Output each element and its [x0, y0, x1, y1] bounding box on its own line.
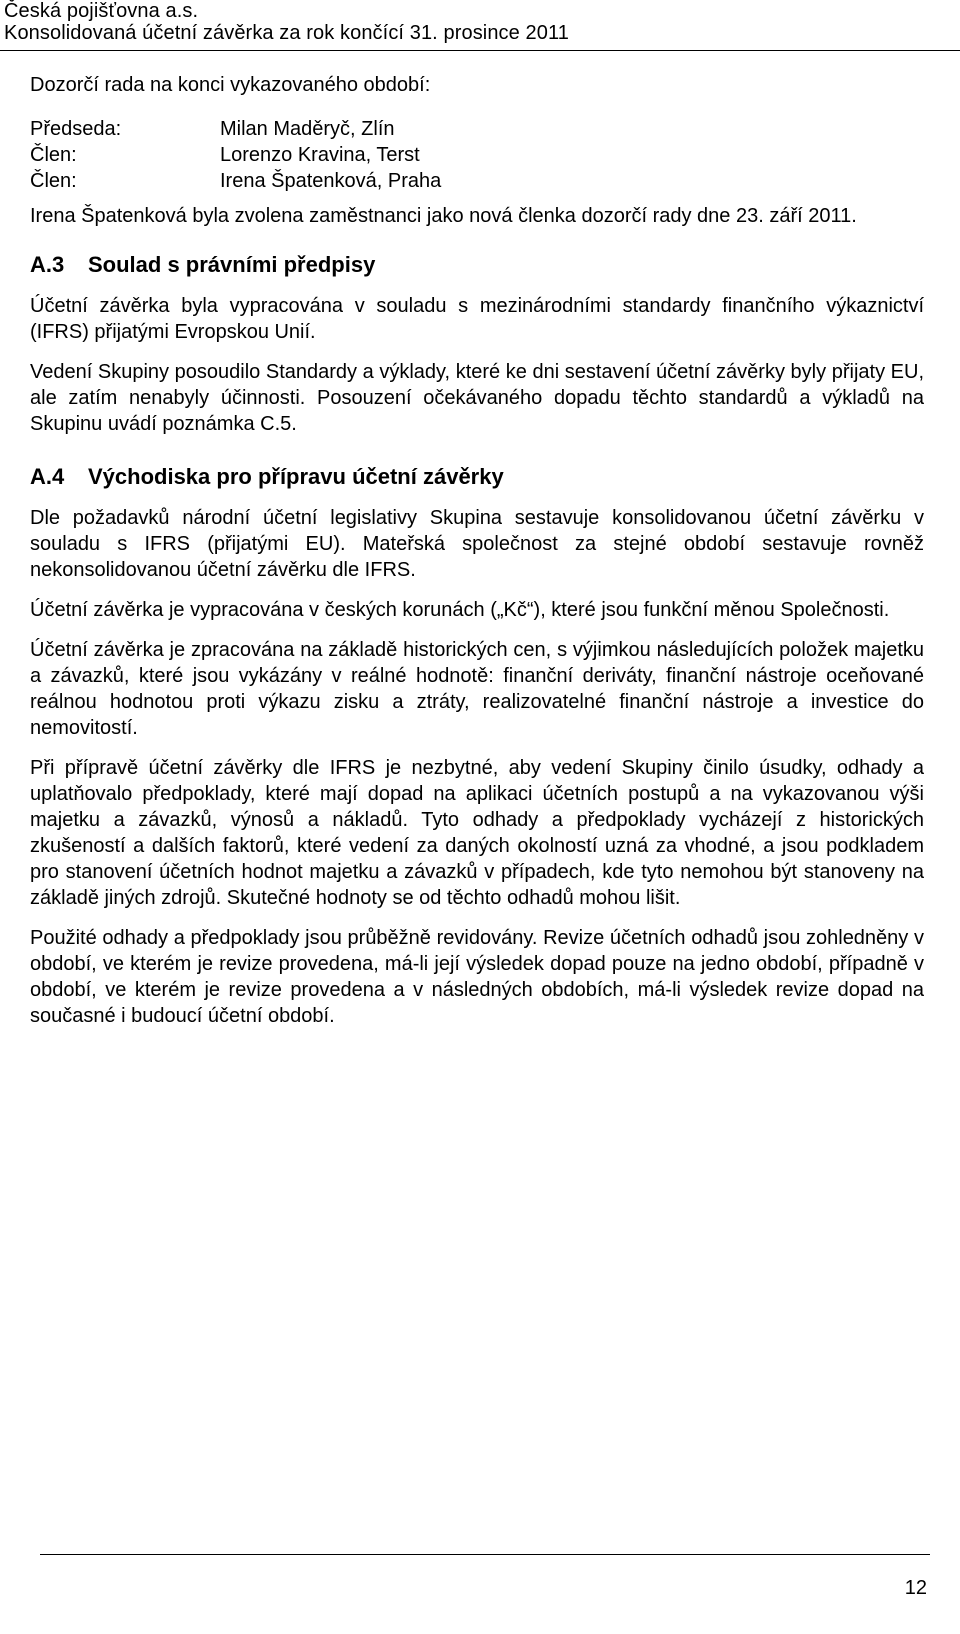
header-divider: [0, 50, 960, 51]
section-heading-a4: [30, 463, 924, 491]
paragraph: Dle požadavků národní účetní legislativy Skupina sestavuje konsolidovanou účetní závěrku v souladu s IFRS (přijatými EU). Mateřská společnost za stejné období sestavuje rovněž nekonsolidovanou účetní závěrku dle IFRS.: [30, 507, 924, 581]
section-heading-a3: [30, 251, 924, 279]
paragraph: Účetní závěrka je zpracována na základě historických cen, s výjimkou následujících položek majetku a závazků, které jsou vykázány v reálné hodnotě: finanční deriváty, finanční nástroje oceňované reálnou hodnotou proti výkazu zisku a ztráty, realizovatelné finanční nástroje a investice do nemovitostí.: [30, 639, 924, 739]
paragraph: Účetní závěrka je vypracována v českých korunách („Kč“), které jsou funkční měnou Společnosti.: [30, 599, 890, 621]
member-name: Milan Maděryč, Zlín: [220, 118, 395, 140]
member-row-1: [30, 142, 924, 168]
member-role: Člen:: [30, 144, 77, 166]
paragraph: Při přípravě účetní závěrky dle IFRS je nezbytné, aby vedení Skupiny činilo úsudky, odhady a uplatňovalo předpoklady, které mají dopad na aplikaci účetních postupů a na vykazovanou výši majetku a závazků, výnosů a nákladů. Tyto odhady a předpoklady vycházejí z historických zkušeností a dalších faktorů, které vedení za daných okolností uzná za vhodné, a jsou podkladem pro stanovení účetních hodnot majetku a závazků v případech, kde tyto nemohou být stanoveny na základě jiných zdrojů. Skutečné hodnoty se od těchto odhadů mohou lišit.: [30, 757, 924, 909]
paragraph: Vedení Skupiny posoudilo Standardy a výklady, které ke dni sestavení účetní závěrky byly přijaty EU, ale zatím nenabyly účinnosti. Posouzení očekávaného dopadu těchto standardů a výkladů na Skupinu uvádí poznámka C.5.: [30, 361, 924, 435]
company-name: Česká pojišťovna a.s.: [4, 0, 199, 22]
board-intro: Dozorčí rada na konci vykazovaného období:: [30, 74, 431, 96]
page-number: 12: [904, 1577, 927, 1599]
section-title: Soulad s právními předpisy: [88, 252, 376, 277]
member-name: Lorenzo Kravina, Terst: [220, 144, 420, 166]
section-title: Východiska pro přípravu účetní závěrky: [88, 464, 504, 489]
footer-divider: [40, 1554, 930, 1555]
member-role: Předseda:: [30, 118, 122, 140]
report-title: Konsolidovaná účetní závěrka za rok končící 31. prosince 2011: [4, 22, 569, 44]
section-number: A.4: [30, 464, 65, 489]
member-role: Člen:: [30, 170, 77, 192]
board-note: Irena Špatenková byla zvolena zaměstnanci jako nová členka dozorčí rady dne 23. září 2011.: [30, 205, 857, 227]
paragraph: Účetní závěrka byla vypracována v souladu s mezinárodními standardy finančního výkaznictví (IFRS) přijatými Evropskou Unií.: [30, 295, 924, 343]
section-number: A.3: [30, 252, 65, 277]
board-members: [30, 116, 924, 194]
paragraph: Použité odhady a předpoklady jsou průběžně revidovány. Revize účetních odhadů jsou zohledněny v období, ve kterém je revize provedena, má-li její výsledek dopad pouze na jedno období, případně v období, ve kterém je revize provedena a v následných obdobích, má-li výsledek revize dopad na současné i budoucí účetní období.: [30, 927, 924, 1027]
document-body: [30, 72, 924, 1029]
page-header: [0, 0, 960, 44]
member-name: Irena Špatenková, Praha: [220, 170, 442, 192]
member-row-2: [30, 168, 924, 194]
member-row-chair: [30, 116, 924, 142]
